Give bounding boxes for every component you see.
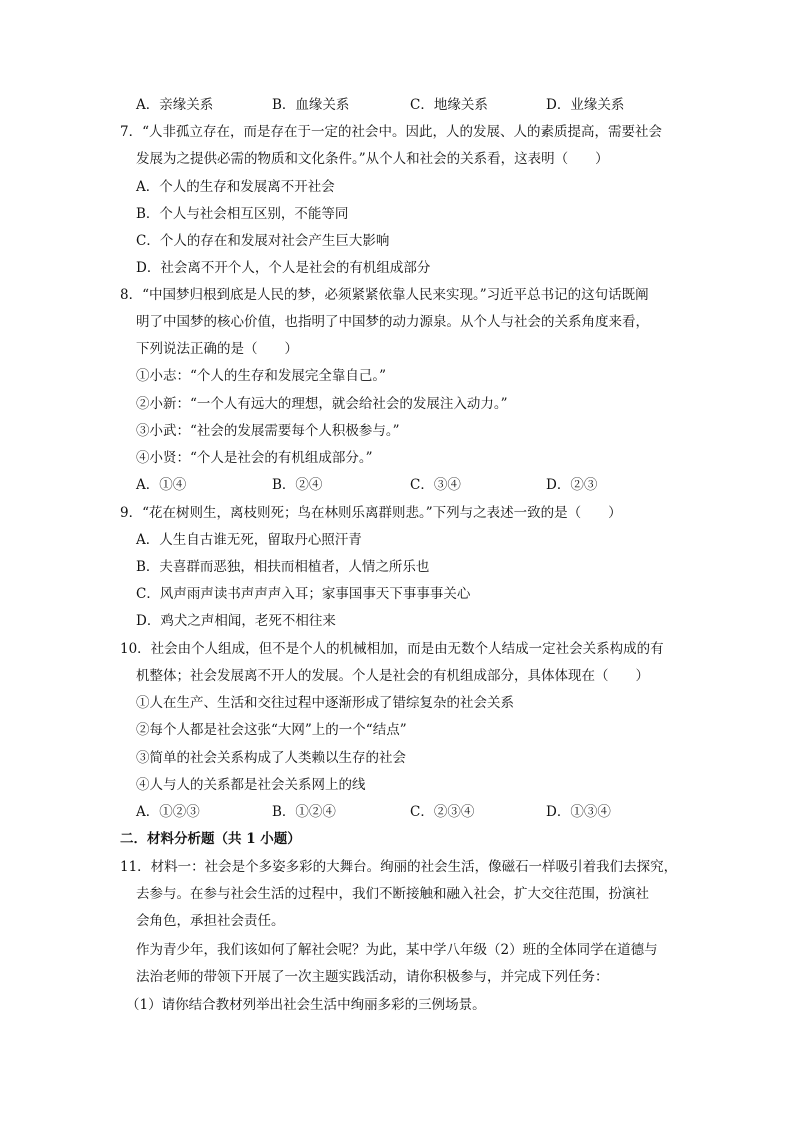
q11-line-4: 作为青少年，我们该如何了解社会呢？为此，某中学八年级（2）班的全体同学在道德与 [136, 942, 658, 958]
q8-statement-4: ④小贤：“个人是社会的有机组成部分。” [136, 450, 373, 466]
q9-option-a: A．人生自古谁无死，留取丹心照汗青 [136, 532, 362, 548]
q8-statement-2: ②小新：“一个人有远大的理想，就会给社会的发展注入动力。” [136, 396, 508, 412]
q10-option-c: C．②③④ [410, 804, 475, 820]
q8-option-a: A．①④ [136, 477, 187, 493]
q11-line-5: 法治老师的带领下开展了一次主题实践活动，请你积极参与，并完成下列任务： [136, 969, 609, 985]
q8-option-b: B．②④ [272, 477, 323, 493]
q11-line-3: 会角色，承担社会责任。 [136, 913, 285, 929]
q11-line-2: 去参与。在参与社会生活的过程中，我们不断接触和融入社会，扩大交往范围，扮演社 [136, 886, 649, 902]
q10-statement-3: ③简单的社会关系构成了人类赖以生存的社会 [136, 750, 406, 766]
q9-option-d: D．鸡犬之声相闻，老死不相往来 [136, 613, 336, 629]
q8-stem-line-2: 明了中国梦的核心价值，也指明了中国梦的动力源泉。从个人与社会的关系角度来看， [136, 314, 649, 330]
q7-option-d: D．社会离不开个人，个人是社会的有机组成部分 [136, 260, 431, 276]
q6-option-a: A．亲缘关系 [136, 97, 214, 113]
q11-line-1: 11．材料一：社会是个多姿多彩的大舞台。绚丽的社会生活，像磁石一样吸引着我们去探究， [120, 859, 678, 875]
q10-option-a: A．①②③ [136, 804, 200, 820]
q7-option-b: B．个人与社会相互区别，不能等同 [136, 206, 349, 222]
q8-option-d: D．②③ [546, 477, 598, 493]
q11-subquestion-1: （1）请你结合教材列举出社会生活中绚丽多彩的三例场景。 [126, 997, 486, 1013]
q7-stem-line-1: 7．“人非孤立存在，而是存在于一定的社会中。因此，人的发展、人的素质提高，需要社会 [120, 124, 662, 140]
q10-stem-line-1: 10．社会由个人组成，但不是个人的机械相加，而是由无数个人结成一定社会关系构成的有 [120, 641, 664, 657]
q8-statement-1: ①小志：“个人的生存和发展完全靠自己。” [136, 368, 387, 384]
q6-option-d: D．业缘关系 [546, 97, 625, 113]
q8-stem-line-1: 8．“中国梦归根到底是人民的梦，必须紧紧依靠人民来实现。”习近平总书记的这句话既阐 [120, 287, 649, 303]
q7-stem-line-2: 发展为之提供必需的物质和文化条件。”从个人和社会的关系看，这表明（ ） [136, 151, 609, 167]
q9-option-b: B．夫喜群而恶独，相扶而相植者，人情之所乐也 [136, 559, 430, 575]
q6-option-b: B．血缘关系 [272, 97, 350, 113]
q10-statement-2: ②每个人都是社会这张“大网”上的一个“结点” [136, 722, 407, 738]
q10-statement-1: ①人在生产、生活和交往过程中逐渐形成了错综复杂的社会关系 [136, 695, 514, 711]
q10-statement-4: ④人与人的关系都是社会关系网上的线 [136, 777, 366, 793]
q10-option-d: D．①③④ [546, 804, 611, 820]
section-heading: 二．材料分析题（共 1 小题） [120, 831, 301, 847]
q8-statement-3: ③小武：“社会的发展需要每个人积极参与。” [136, 423, 400, 439]
q10-stem-line-2: 机整体；社会发展离不开人的发展。个人是社会的有机组成部分，具体体现在（ ） [136, 668, 649, 684]
q8-stem-line-3: 下列说法正确的是（ ） [136, 341, 298, 357]
q8-option-c: C．③④ [410, 477, 461, 493]
q7-option-c: C．个人的存在和发展对社会产生巨大影响 [136, 233, 390, 249]
q6-option-c: C．地缘关系 [410, 97, 488, 113]
q9-option-c: C．风声雨声读书声声声入耳；家事国事天下事事事关心 [136, 586, 471, 602]
q7-option-a: A．个人的生存和发展离不开社会 [136, 179, 335, 195]
q9-stem-line-1: 9．“花在树则生，离枝则死；鸟在林则乐离群则悲。”下列与之表述一致的是（ ） [120, 505, 622, 521]
q10-option-b: B．①②④ [272, 804, 336, 820]
